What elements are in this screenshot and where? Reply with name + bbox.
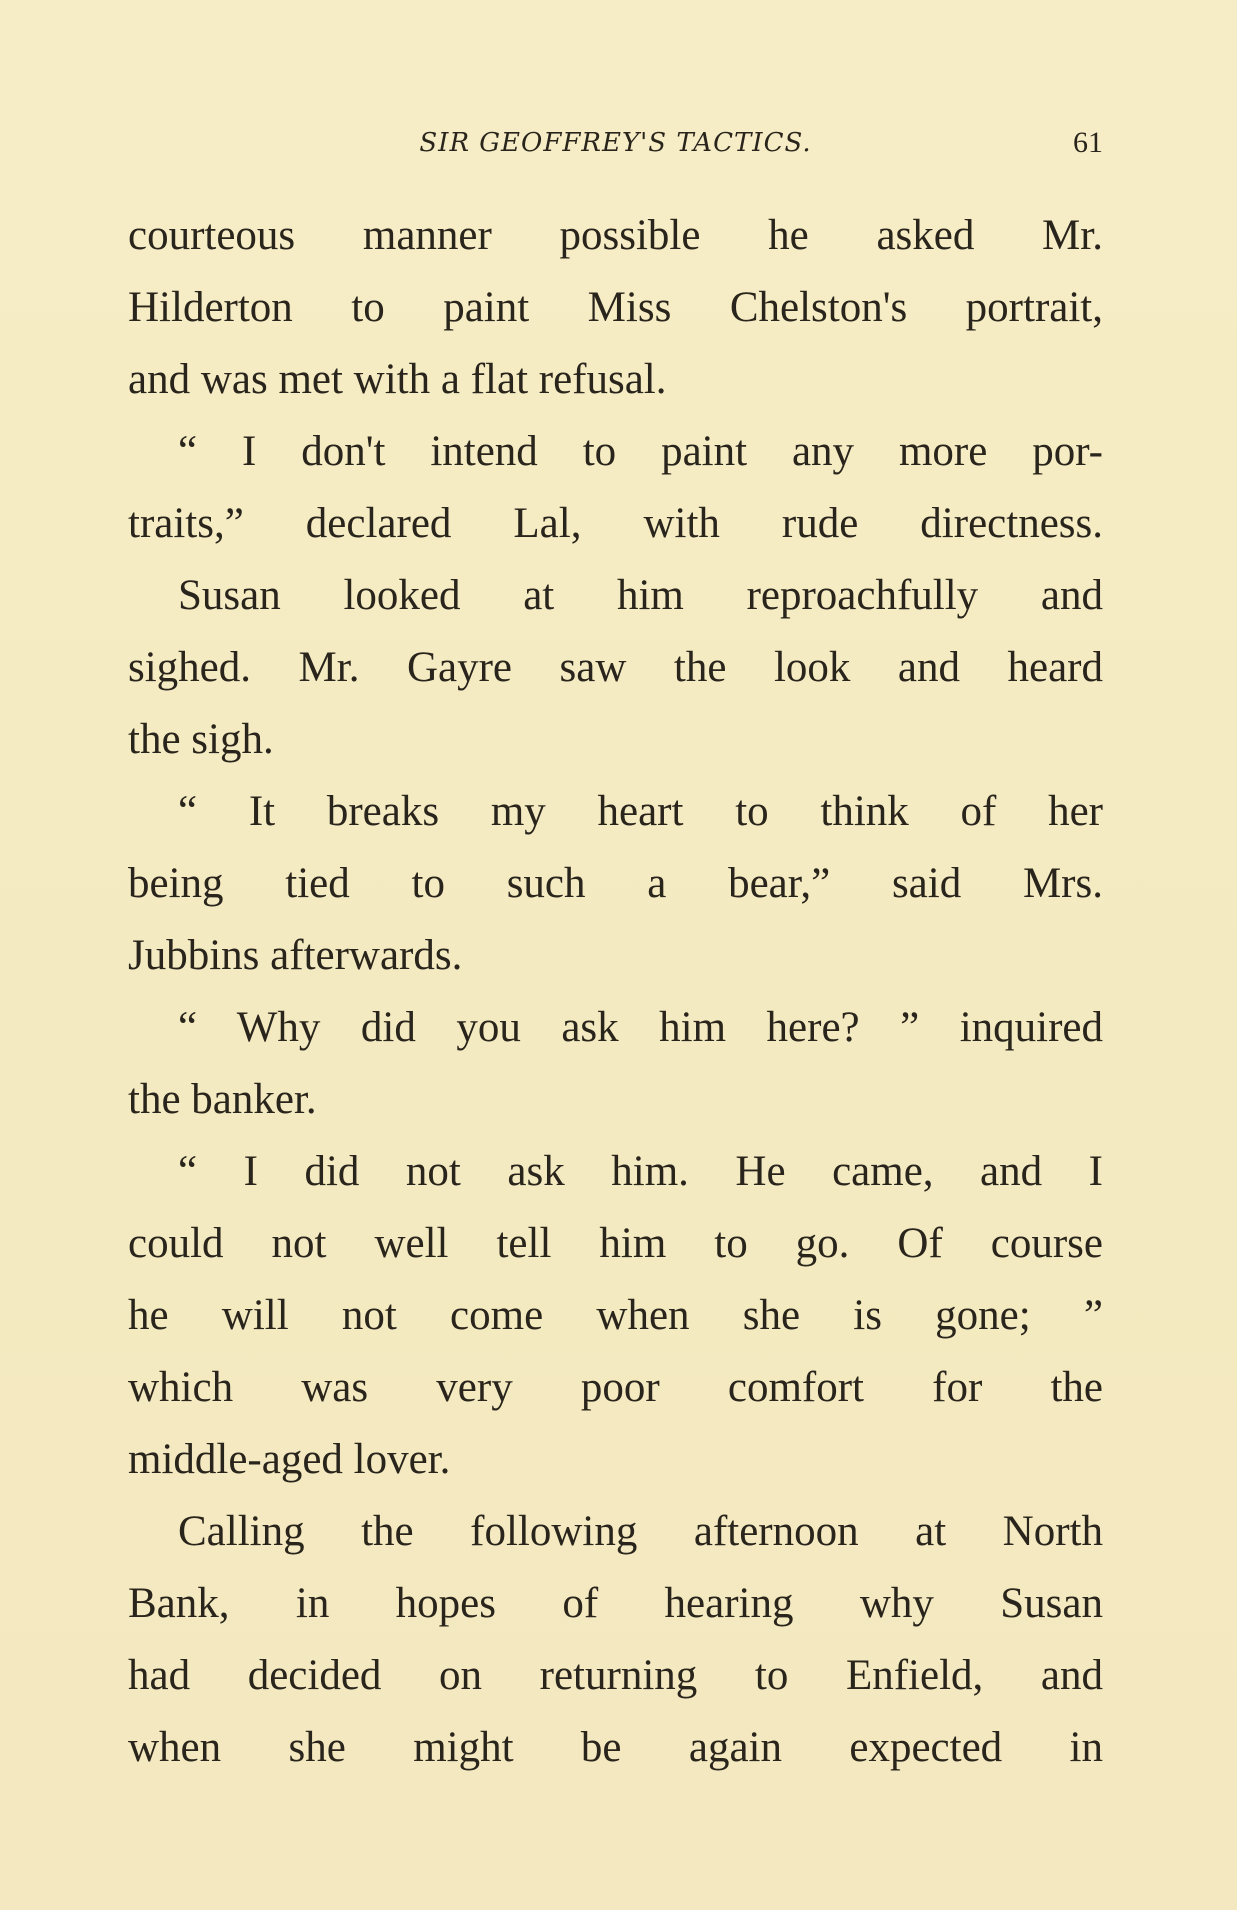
text-line: traits,” declared Lal, with rude directness. [128,500,1103,547]
text-line: being tied to such a bear,” said Mrs. [128,860,1103,907]
running-title: SIR GEOFFREY'S TACTICS. [419,128,812,158]
text-line: Bank, in hopes of hearing why Susan [128,1580,1103,1627]
text-line: “ It breaks my heart to think of her [178,788,1103,835]
running-head [128,122,1103,162]
text-line: “ I did not ask him. He came, and I [178,1148,1103,1195]
text-line: sighed. Mr. Gayre saw the look and heard [128,644,1103,691]
body-text [128,200,1103,1784]
text-line: Hilderton to paint Miss Chelston's portrait, [128,284,1103,331]
text-line: Susan looked at him reproachfully and [178,572,1103,619]
text-line: could not well tell him to go. Of course [128,1220,1103,1267]
text-line: “ Why did you ask him here? ” inquired [178,1004,1103,1051]
text-line: when she might be again expected in [128,1724,1103,1771]
text-line: middle-aged lover. [128,1436,451,1483]
text-line: “ I don't intend to paint any more por- [178,428,1103,475]
text-line: had decided on returning to Enfield, and [128,1652,1103,1699]
text-line: and was met with a flat refusal. [128,356,667,403]
text-line: courteous manner possible he asked Mr. [128,212,1103,259]
page-number: 61 [1073,126,1103,159]
text-line: which was very poor comfort for the [128,1364,1103,1411]
text-line: the sigh. [128,716,274,763]
text-line: he will not come when she is gone; ” [128,1292,1103,1339]
text-line: Jubbins afterwards. [128,932,463,979]
text-line: the banker. [128,1076,317,1123]
text-line: Calling the following afternoon at North [178,1508,1103,1555]
